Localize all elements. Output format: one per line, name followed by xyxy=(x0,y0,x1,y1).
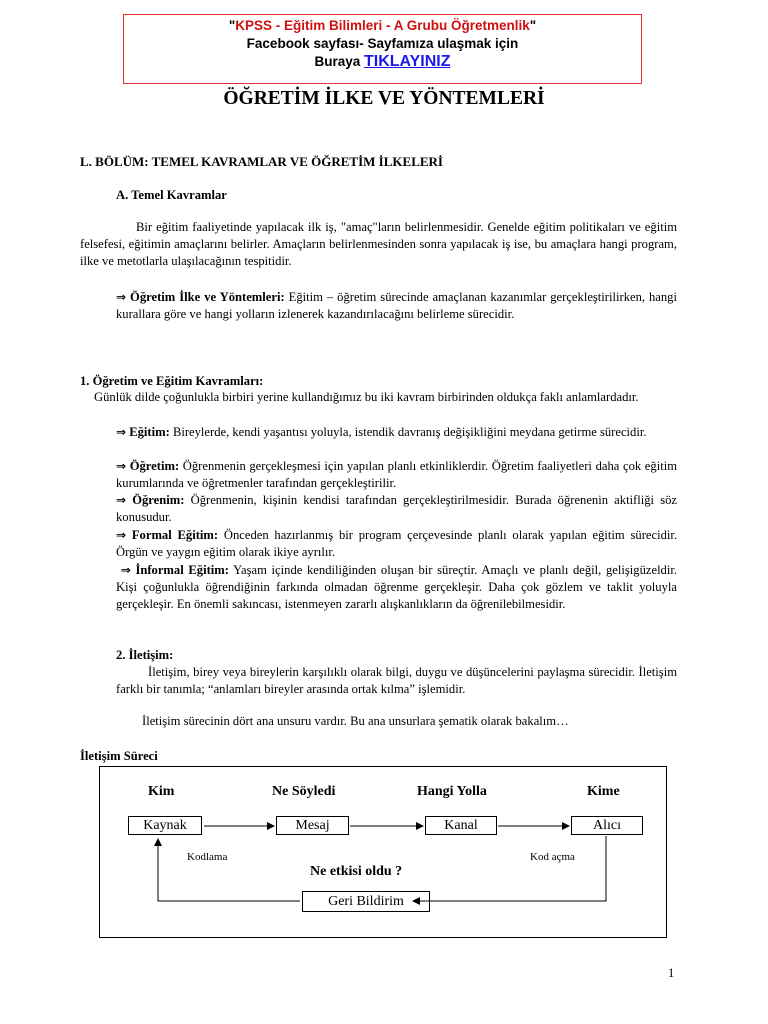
section1-heading: 1. Öğretim ve Eğitim Kavramları: xyxy=(80,374,264,388)
banner-cta xyxy=(124,53,641,71)
box-mesaj: Mesaj xyxy=(276,816,349,835)
definition-informal-egitim xyxy=(116,562,677,612)
click-here-link[interactable]: TIKLAYINIZ xyxy=(364,53,451,70)
arrow-icon: ⇒ xyxy=(116,493,127,507)
feedback-question: Ne etkisi oldu ? xyxy=(310,864,403,879)
quote-close: " xyxy=(529,18,537,33)
section2-heading: 2. İletişim: xyxy=(116,648,174,662)
box-geri-bildirim: Geri Bildirim xyxy=(302,891,430,912)
definition-term: Öğrenim: xyxy=(132,493,185,507)
header-hangi-yolla: Hangi Yolla xyxy=(417,784,487,799)
diagram-caption: İletişim Süreci xyxy=(80,749,158,763)
banner-title xyxy=(124,18,641,33)
section1-intro: Günlük dilde çoğunlukla birbiri yerine kullandığımız bu iki kavram birbirinden oldukça faklı anlamlardadır. xyxy=(94,390,639,404)
definition-formal-egitim xyxy=(116,527,677,561)
box-alici: Alıcı xyxy=(571,816,643,835)
header-ne-soyledi: Ne Söyledi xyxy=(272,784,336,799)
definition-text: Öğrenmenin, kişinin kendisi tarafından gerçekleştirilmesidir. Burada öğrenenin aktifliği söz konusudur. xyxy=(116,493,677,524)
section2-paragraph-1: İletişim, birey veya bireylerin karşılıklı olarak bilgi, duygu ve düşüncelerini paylaşma sürecidir. İletişim farklı bir tanımla; “anlamları bireyler arasında ortak kılma” işlemidir. xyxy=(116,665,677,696)
arrow-icon: ⇒ xyxy=(120,563,131,577)
definition-term: Eğitim: xyxy=(129,425,170,439)
definition-egitim xyxy=(116,424,677,441)
definition-term: Formal Eğitim: xyxy=(131,528,219,542)
section-heading: L. BÖLÜM: TEMEL KAVRAMLAR VE ÖĞRETİM İLKELERİ xyxy=(80,154,443,169)
definition-text: Bireylerde, kendi yaşantısı yoluyla, istendik davranış değişikliğini meydana getirme sürecidir. xyxy=(169,425,647,439)
communication-process-diagram xyxy=(99,766,667,938)
definition-term: Öğretim: xyxy=(129,459,180,473)
label-kod-acma: Kod açma xyxy=(530,851,575,863)
header-kime: Kime xyxy=(587,784,620,799)
definition-text: Öğrenmenin gerçekleşmesi için yapılan planlı etkinliklerdir. Öğretim faaliyetleri daha çok eğitim kurumlarında ve öğretmenler tarafından gerçekleştirilir. xyxy=(116,459,677,490)
definition-ogretim xyxy=(116,458,677,492)
subsection-heading: A. Temel Kavramlar xyxy=(116,188,227,202)
definition-term: İnformal Eğitim: xyxy=(135,563,229,577)
page-number: 1 xyxy=(668,966,675,980)
document-title: ÖĞRETİM İLKE VE YÖNTEMLERİ xyxy=(223,88,545,109)
banner-cta-prefix: Buraya xyxy=(314,54,364,69)
definition-text: Eğitim – öğretim sürecinde amaçlanan kazanımlar gerçekleştirilirken, hangi kurallara göre ve hangi yolların izlenerek kazandırılacağını belirleme sürecidir. xyxy=(116,290,677,321)
diagram-arrows xyxy=(100,767,668,939)
ogretim-ilke-definition xyxy=(116,289,677,323)
definition-term: Öğretim İlke ve Yöntemleri: xyxy=(130,290,285,304)
arrow-icon: ⇒ xyxy=(116,528,127,542)
banner-subtitle: Facebook sayfası- Sayfamıza ulaşmak için xyxy=(246,36,519,51)
facebook-banner xyxy=(123,14,642,84)
arrow-icon: ⇒ xyxy=(116,425,127,439)
header-kim: Kim xyxy=(148,784,175,799)
intro-paragraph: Bir eğitim faaliyetinde yapılacak ilk iş, "amaç"ların belirlenmesidir. Genelde eğitim politikaları ve eğitim felsefesi, eğitimin amaçlarını belirler. Amaçların belirlenmesinden sonra yapılacak iş ise, bu amaçlara hangi program, ilke ve metotlarla ulaşılacağının tespitidir. xyxy=(80,220,677,268)
arrow-alici-feedback-line xyxy=(542,836,606,901)
label-kodlama: Kodlama xyxy=(187,851,228,863)
box-kanal: Kanal xyxy=(425,816,497,835)
definition-ogrenim xyxy=(116,492,677,526)
arrow-icon: ⇒ xyxy=(116,459,127,473)
definition-text: Yaşam içinde kendiliğinden oluşan bir süreçtir. Amaçlı ve planlı değil, gelişigüzeldir. Kişi çoğunlukla öğrendiğinin farkında olmadan öğrenme gerçekleşir. Daha çok gözlem ve taklit yoluyla gerçekleşir. En önemli sakıncası, istenmeyen zararlı alışkanlıkların da öğrenilebilmesidir. xyxy=(116,563,678,611)
banner-title-text: KPSS - Eğitim Bilimleri - A Grubu Öğretmenlik xyxy=(235,18,530,33)
arrow-icon: ⇒ xyxy=(116,290,127,304)
arrow-feedback-kaynak xyxy=(158,839,300,901)
box-kaynak: Kaynak xyxy=(128,816,202,835)
section2-paragraph-2: İletişim sürecinin dört ana unsuru vardır. Bu ana unsurlara şematik olarak bakalım… xyxy=(142,714,569,728)
definition-text: Önceden hazırlanmış bir program çerçevesinde planlı olarak yapılan eğitim sürecidir. Örgün ve yaygın eğitim olarak ikiye ayrılır. xyxy=(116,528,678,559)
quote-open: " xyxy=(228,18,236,33)
